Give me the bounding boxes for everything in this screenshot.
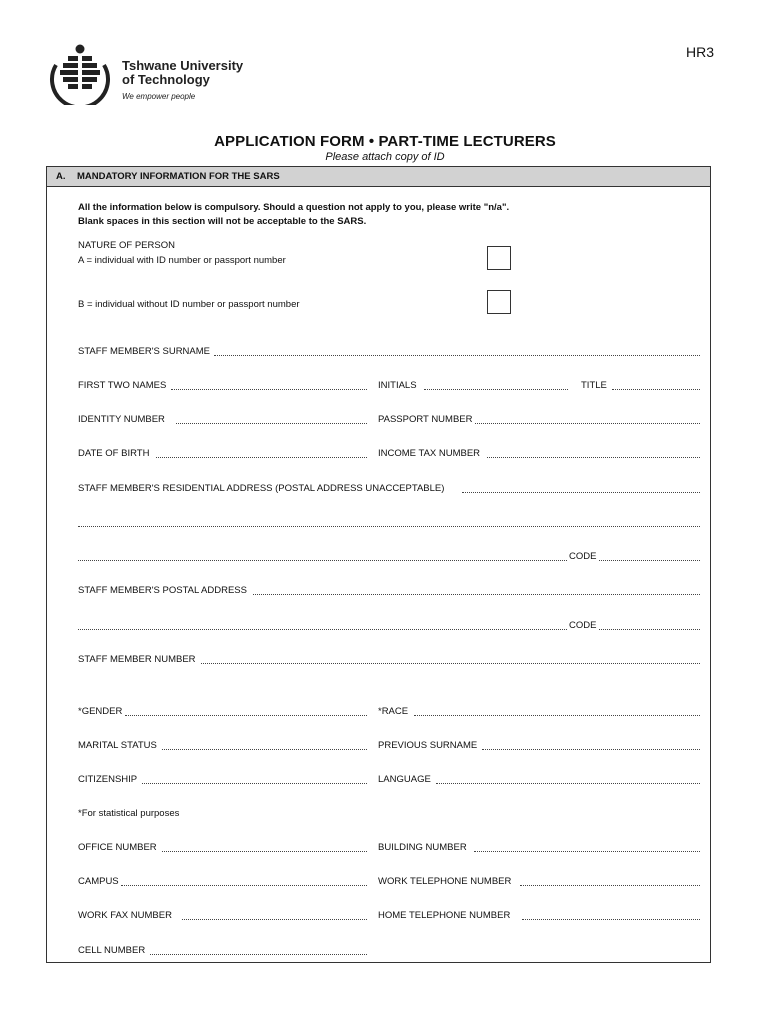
income-tax-number-label: INCOME TAX NUMBER: [378, 448, 481, 459]
campus-input[interactable]: [121, 876, 367, 886]
previous-surname-label: PREVIOUS SURNAME: [378, 740, 478, 751]
marital-status-input[interactable]: [162, 740, 367, 750]
first-names-input[interactable]: [171, 380, 367, 390]
first-names-label: FIRST TWO NAMES: [78, 380, 167, 391]
building-number-input[interactable]: [474, 842, 700, 852]
home-telephone-input[interactable]: [522, 910, 700, 920]
citizenship-label: CITIZENSHIP: [78, 774, 138, 785]
work-fax-label: WORK FAX NUMBER: [78, 910, 172, 921]
option-b-label: B = individual without ID number or passport number: [78, 299, 300, 310]
section-title: MANDATORY INFORMATION FOR THE SARS: [77, 171, 280, 182]
passport-number-label: PASSPORT NUMBER: [378, 414, 473, 425]
gender-label: *GENDER: [78, 706, 123, 717]
passport-number-input[interactable]: [475, 414, 700, 424]
initials-label: INITIALS: [378, 380, 417, 391]
language-label: LANGUAGE: [378, 774, 431, 785]
option-a-checkbox[interactable]: [487, 246, 511, 270]
form-title: APPLICATION FORM • PART-TIME LECTURERS: [214, 133, 556, 150]
work-telephone-input[interactable]: [520, 876, 700, 886]
citizenship-input[interactable]: [142, 774, 367, 784]
residential-address-input-3[interactable]: [78, 551, 567, 561]
office-number-input[interactable]: [162, 842, 367, 852]
marital-status-label: MARITAL STATUS: [78, 740, 157, 751]
language-input[interactable]: [436, 774, 700, 784]
section-a-header: [47, 167, 710, 187]
postal-address-label: STAFF MEMBER'S POSTAL ADDRESS: [78, 585, 247, 596]
office-number-label: OFFICE NUMBER: [78, 842, 157, 853]
title-input[interactable]: [612, 380, 700, 390]
residential-code-input[interactable]: [599, 551, 700, 561]
initials-input[interactable]: [424, 380, 568, 390]
instructions-line-1: All the information below is compulsory. Should a question not apply to you, please write "n/a".: [78, 202, 510, 213]
building-number-label: BUILDING NUMBER: [378, 842, 467, 853]
instructions-line-2: Blank spaces in this section will not be acceptable to the SARS.: [78, 216, 367, 227]
residential-address-input-1[interactable]: [462, 483, 700, 493]
surname-input[interactable]: [214, 346, 700, 356]
postal-address-input-1[interactable]: [253, 585, 700, 595]
section-letter: A.: [56, 171, 66, 182]
option-a-label: A = individual with ID number or passport number: [78, 255, 286, 266]
identity-number-input[interactable]: [176, 414, 367, 424]
residential-address-label: STAFF MEMBER'S RESIDENTIAL ADDRESS (POSTAL ADDRESS UNACCEPTABLE): [78, 483, 445, 494]
identity-number-label: IDENTITY NUMBER: [78, 414, 165, 425]
form-subtitle: Please attach copy of ID: [325, 151, 445, 163]
institution-tagline: We empower people: [122, 92, 196, 101]
race-label: *RACE: [378, 706, 409, 717]
income-tax-number-input[interactable]: [487, 448, 700, 458]
staff-number-label: STAFF MEMBER NUMBER: [78, 654, 196, 665]
institution-name: Tshwane University of Technology: [122, 58, 244, 87]
previous-surname-input[interactable]: [482, 740, 700, 750]
staff-number-input[interactable]: [201, 654, 700, 664]
option-b-checkbox[interactable]: [487, 290, 511, 314]
title-label: TITLE: [581, 380, 607, 391]
surname-label: STAFF MEMBER'S SURNAME: [78, 346, 211, 357]
document-code: HR3: [685, 44, 714, 60]
cell-number-label: CELL NUMBER: [78, 945, 146, 956]
home-telephone-label: HOME TELEPHONE NUMBER: [378, 910, 511, 921]
statistical-note: *For statistical purposes: [78, 808, 180, 819]
work-telephone-label: WORK TELEPHONE NUMBER: [378, 876, 512, 887]
postal-code-input[interactable]: [599, 620, 700, 630]
race-input[interactable]: [414, 706, 700, 716]
residential-address-input-2[interactable]: [78, 517, 700, 527]
nature-of-person-heading: NATURE OF PERSON: [78, 240, 175, 251]
cell-number-input[interactable]: [150, 945, 367, 955]
residential-code-label: CODE: [569, 551, 597, 562]
postal-address-input-2[interactable]: [78, 620, 567, 630]
gender-input[interactable]: [125, 706, 367, 716]
work-fax-input[interactable]: [182, 910, 367, 920]
campus-label: CAMPUS: [78, 876, 119, 887]
date-of-birth-label: DATE OF BIRTH: [78, 448, 150, 459]
university-logo-icon: [46, 43, 114, 105]
date-of-birth-input[interactable]: [156, 448, 367, 458]
postal-code-label: CODE: [569, 620, 597, 631]
